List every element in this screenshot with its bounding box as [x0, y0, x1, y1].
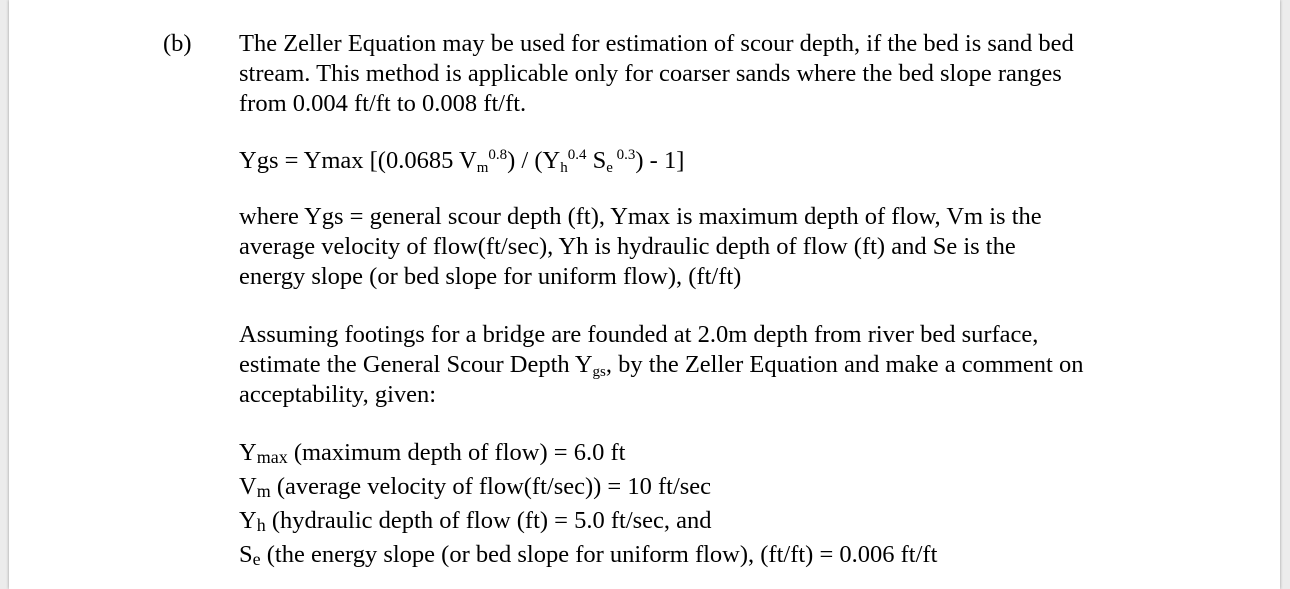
given-se-sub: e: [252, 549, 261, 569]
given-vm: Vm (average velocity of flow(ft/sec)) = 10 ft/sec: [239, 473, 712, 501]
equation-se-exp: 0.3: [612, 147, 636, 163]
given-se: Se (the energy slope (or bed slope for uniform flow), (ft/ft) = 0.006 ft/ft: [239, 541, 938, 569]
intro-line-1: The Zeller Equation may be used for estimation of scour depth, if the bed is sand bed: [239, 30, 1074, 57]
given-ymax: Ymax (maximum depth of flow) = 6.0 ft: [239, 439, 626, 467]
zeller-equation: [239, 146, 1139, 176]
equation-se-sub: e: [606, 159, 613, 176]
given-ymax-sub: max: [256, 447, 288, 467]
assume-line-2-pre: estimate the General Scour Depth Y: [239, 351, 593, 378]
equation-vm-sub: m: [476, 159, 489, 176]
document-page: [9, 0, 1280, 589]
where-line-3: energy slope (or bed slope for uniform flow), (ft/ft): [239, 263, 742, 290]
equation-yh-sub: h: [560, 159, 568, 176]
equation-lhs: Ygs = Ymax [(0.0685 V: [239, 147, 477, 174]
equation-yh-exp: 0.4: [567, 147, 587, 163]
intro-paragraph: [239, 29, 1139, 119]
assume-line-3: acceptability, given:: [239, 381, 437, 408]
question-label: (b): [163, 30, 192, 57]
where-paragraph: [239, 202, 1139, 292]
given-yh-sub: h: [256, 515, 266, 535]
given-yh: Yh (hydraulic depth of flow (ft) = 5.0 ft/sec, and: [239, 507, 712, 535]
question-body: [9, 0, 1280, 589]
assumption-paragraph: [239, 320, 1139, 410]
equation-tail: ) - 1]: [635, 147, 685, 174]
equation-vm-exp: 0.8: [488, 147, 508, 163]
assume-line-2-post: , by the Zeller Equation and make a comment on: [605, 351, 1084, 378]
where-line-2: average velocity of flow(ft/sec), Yh is hydraulic depth of flow (ft) and Se is the: [239, 233, 1016, 260]
assume-line-1: Assuming footings for a bridge are founded at 2.0m depth from river bed surface,: [239, 321, 1039, 348]
given-values: [239, 436, 1139, 572]
intro-line-2: stream. This method is applicable only for coarser sands where the bed slope ranges: [239, 60, 1062, 87]
assume-ygs-sub: gs: [592, 363, 606, 380]
intro-line-3: from 0.004 ft/ft to 0.008 ft/ft.: [239, 90, 527, 117]
given-vm-sub: m: [256, 481, 271, 501]
equation-s: S: [586, 147, 607, 174]
where-line-1: where Ygs = general scour depth (ft), Ymax is maximum depth of flow, Vm is the: [239, 203, 1042, 230]
equation-mid: ) / (Y: [507, 147, 561, 174]
